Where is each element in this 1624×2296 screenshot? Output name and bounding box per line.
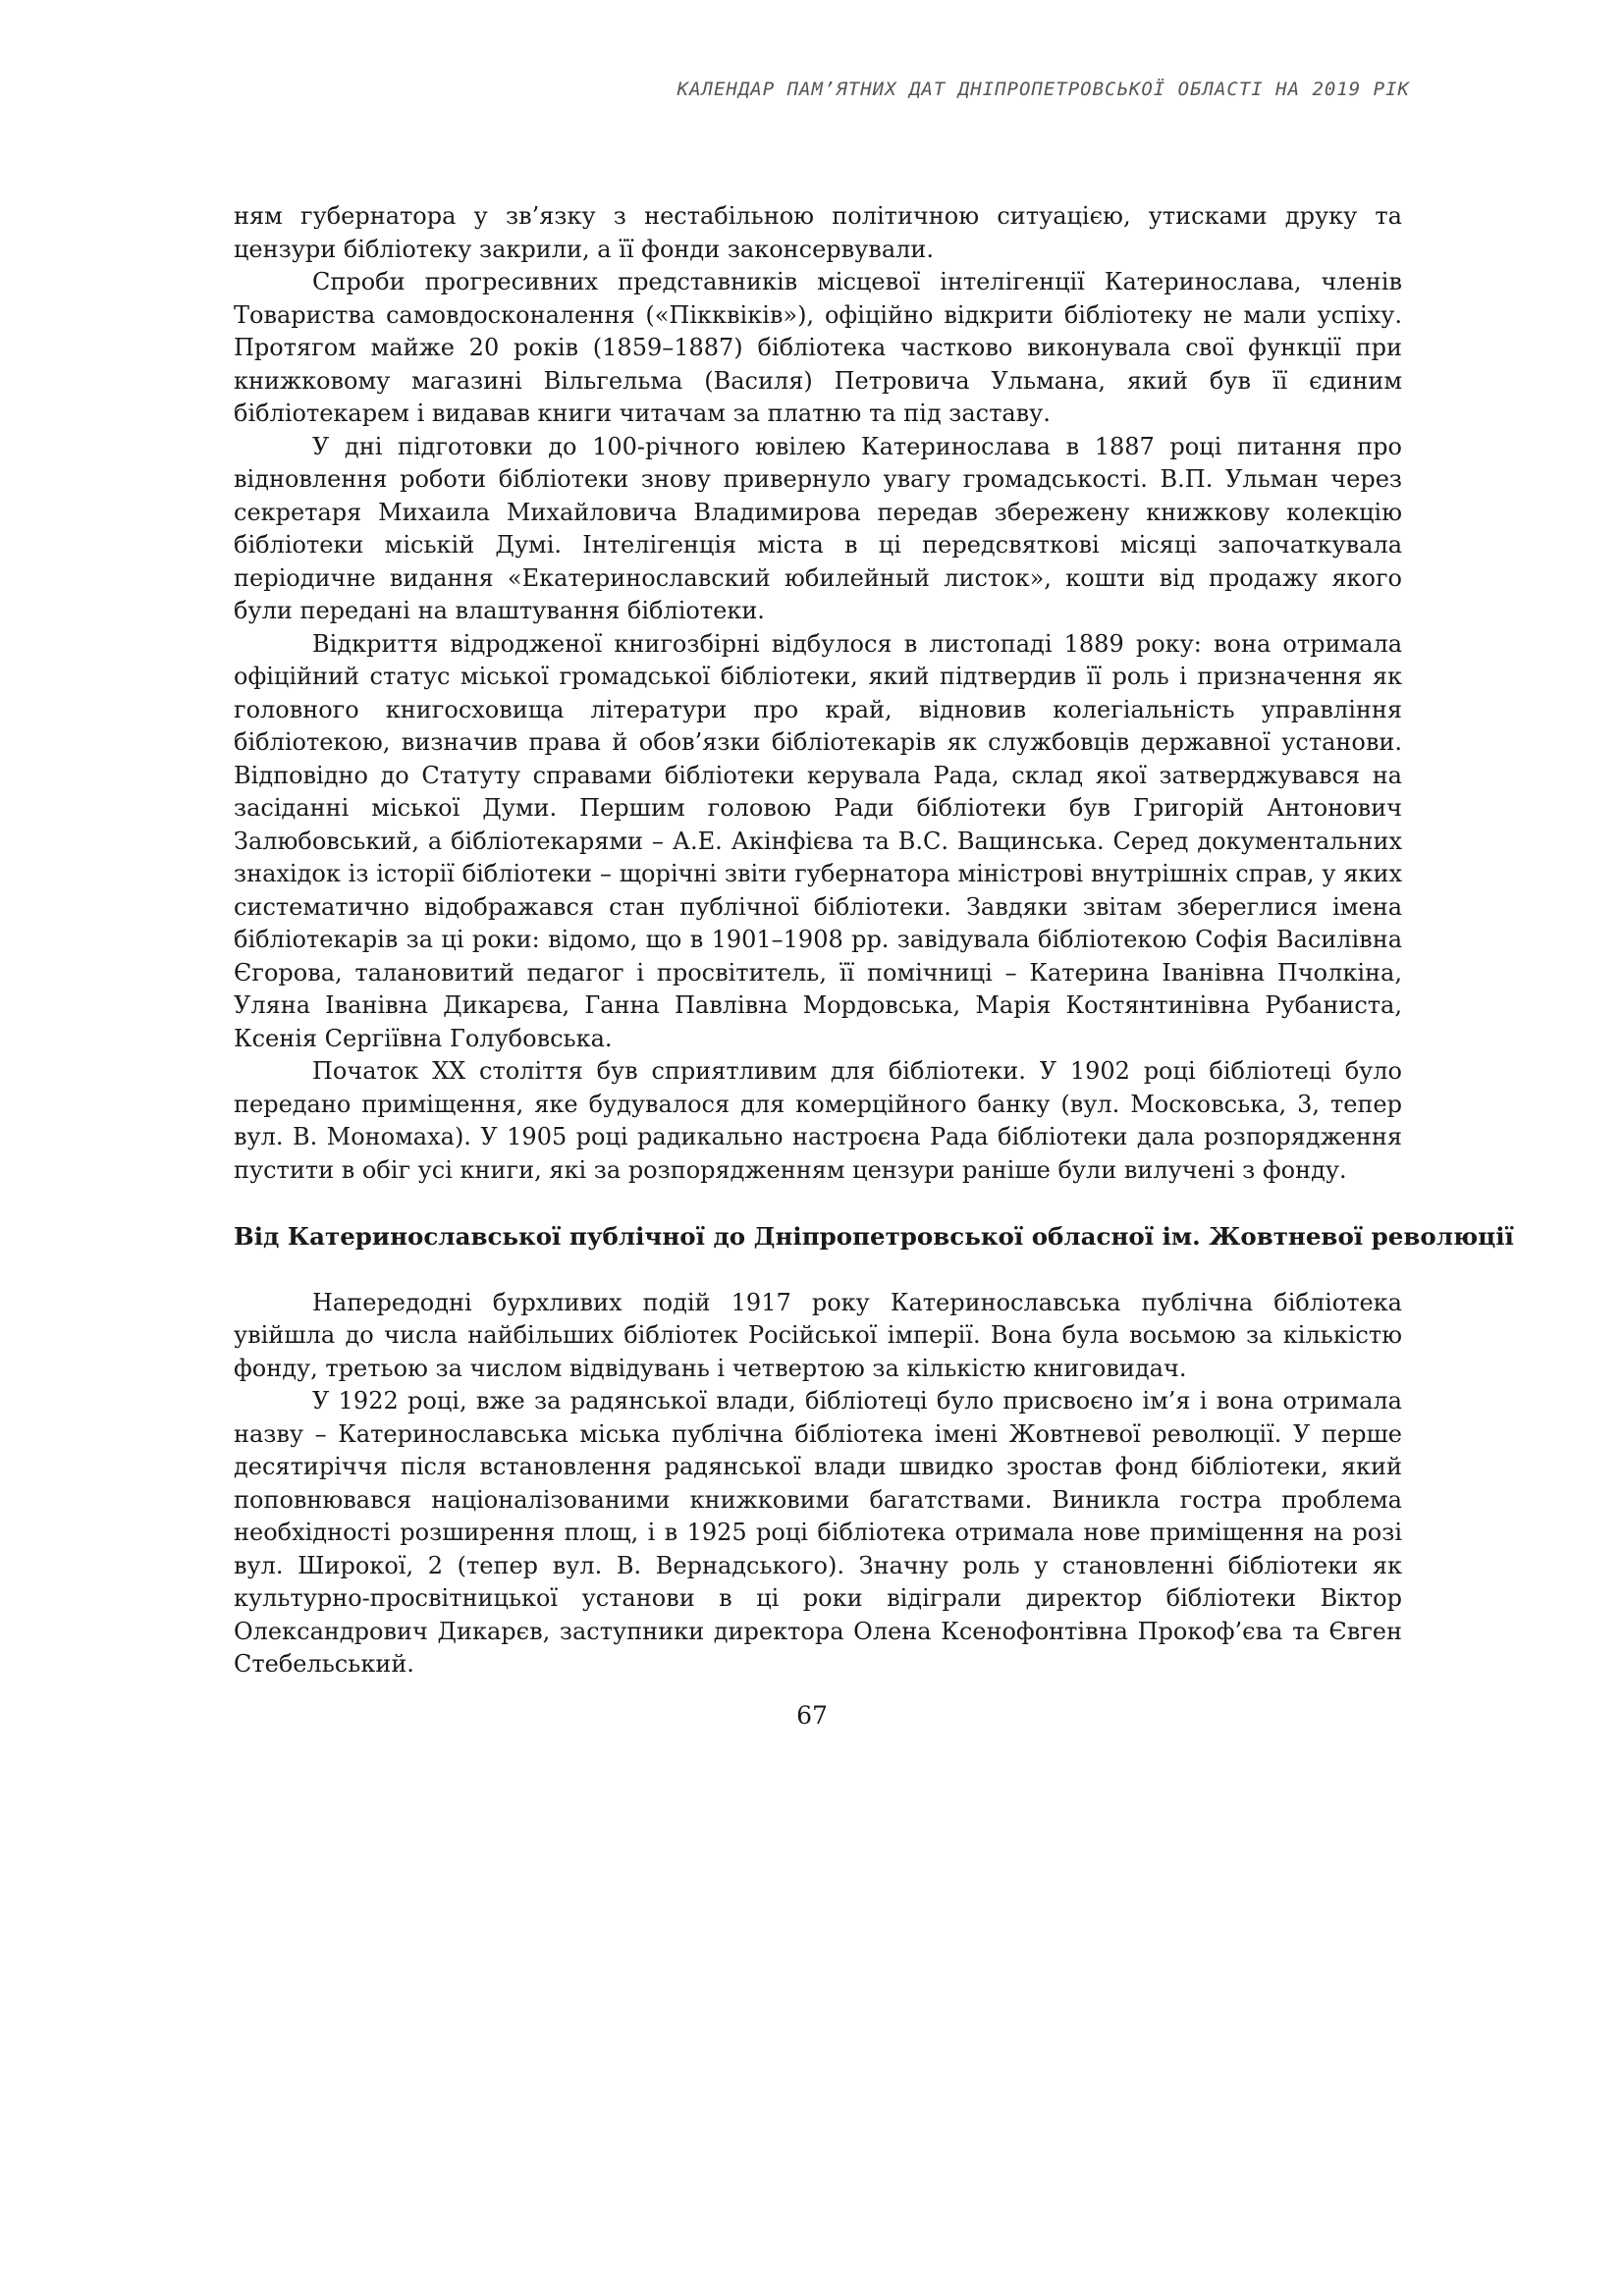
running-header: КАЛЕНДАР ПАМ’ЯТНИХ ДАТ ДНІПРОПЕТРОВСЬКОЇ ОБЛАСТІ НА 2019 РІК bbox=[677, 79, 1410, 100]
paragraph: Напередодні бурхливих подій 1917 року Катеринославська публічна бібліотека увійшла до числа найбільших бібліотек Російської імперії. Вона була восьмою за кількістю фонду, третьою за числом відвідувань і четвертою за кількістю книговидач. bbox=[234, 1288, 1402, 1382]
page-number: 67 bbox=[796, 1701, 828, 1730]
paragraph: У дні підготовки до 100-річного ювілею Катеринослава в 1887 році питання про відновлення роботи бібліотеки знову привернуло увагу громадськості. В.П. Ульман через секретаря Михаила Михайловича Владимирова передав збережену книжкову колекцію бібліотеки міській Думі. Інтелігенція міста в ці передсвяткові місяці започаткувала періодичне видання «Екатеринославский юбилейный листок», кошти від продажу якого були передані на влаштування бібліотеки. bbox=[234, 432, 1402, 624]
paragraph: Початок ХХ століття був сприятливим для бібліотеки. У 1902 році бібліотеці було передано приміщення, яке будувалося для комерційного банку (вул. Московська, 3, тепер вул. В. Мономаха). У 1905 році радикально настроєна Рада бібліотеки дала розпорядження пустити в обіг усі книги, які за розпорядженням цензури раніше були вилучені з фонду. bbox=[234, 1057, 1402, 1184]
paragraph: Відкриття відродженої книгозбірні відбулося в листопаді 1889 року: вона отримала офіційний статус міської громадської бібліотеки, який підтвердив її роль і призначення як головного книгосховища літератури про край, відновив колегіальність управління бібліотекою, визначив права й обов’язки бібліотекарів як службовців державної установи. Відповідно до Статуту справами бібліотеки керувала Рада, склад якої затверджувався на засіданні міської Думи. Першим головою Ради бібліотеки був Григорій Антонович Залюбовський, а бібліотекарями – А.Е. Акінфієва та В.С. Ващинська. Серед документальних знахідок із історії бібліотеки – щорічні звіти губернатора міністрові внутрішніх справ, у яких систематично відображався стан публічної бібліотеки. Завдяки звітам збереглися імена бібліотекарів за ці роки: відомо, що в 1901–1908 рр. завідувала бібліотекою Софія Василівна Єгорова, талановитий педагог і просвітитель, її помічниці – Катерина Іванівна Пчолкіна, Уляна Іванівна Дикарєва, Ганна Павлівна Мордовська, Марія Костянтинівна Рубаниста, Ксенія Сергіївна Голубовська. bbox=[234, 629, 1402, 1052]
page-body bbox=[234, 200, 1514, 1682]
section-heading: Від Катеринославської публічної до Дніпропетровської обласної ім. Жовтневої революції bbox=[234, 1222, 1514, 1251]
paragraph: У 1922 році, вже за радянської влади, бібліотеці було присвоєно ім’я і вона отримала назву – Катеринославська міська публічна бібліотека імені Жовтневої революції. У перше десятиріччя після встановлення радянської влади швидко зростав фонд бібліотеки, який поповнювався націоналізованими книжковими багатствами. Виникла гостра проблема необхідності розширення площ, і в 1925 році бібліотека отримала нове приміщення на розі вул. Широкої, 2 (тепер вул. В. Вернадського). Значну роль у становленні бібліотеки як культурно-просвітницької установи в ці роки відіграли директор бібліотеки Віктор Олександрович Дикарєв, заступники директора Олена Ксенофонтівна Прокоф’єва та Євген Стебельський. bbox=[234, 1387, 1402, 1678]
paragraph: Спроби прогресивних представників місцевої інтелігенції Катеринослава, членів Товариства самовдосконалення («Пікквіків»), офіційно відкрити бібліотеку не мали успіху. Протягом майже 20 років (1859–1887) бібліотека частково виконувала свої функції при книжковому магазині Вільгельма (Василя) Петровича Ульмана, який був її єдиним бібліотекарем і видавав книги читачам за платню та під заставу. bbox=[234, 268, 1402, 427]
paragraph-continuation: ням губернатора у зв’язку з нестабільною політичною ситуацією, утисками друку та цензури бібліотеку закрили, а її фонди законсервували. bbox=[234, 202, 1402, 263]
